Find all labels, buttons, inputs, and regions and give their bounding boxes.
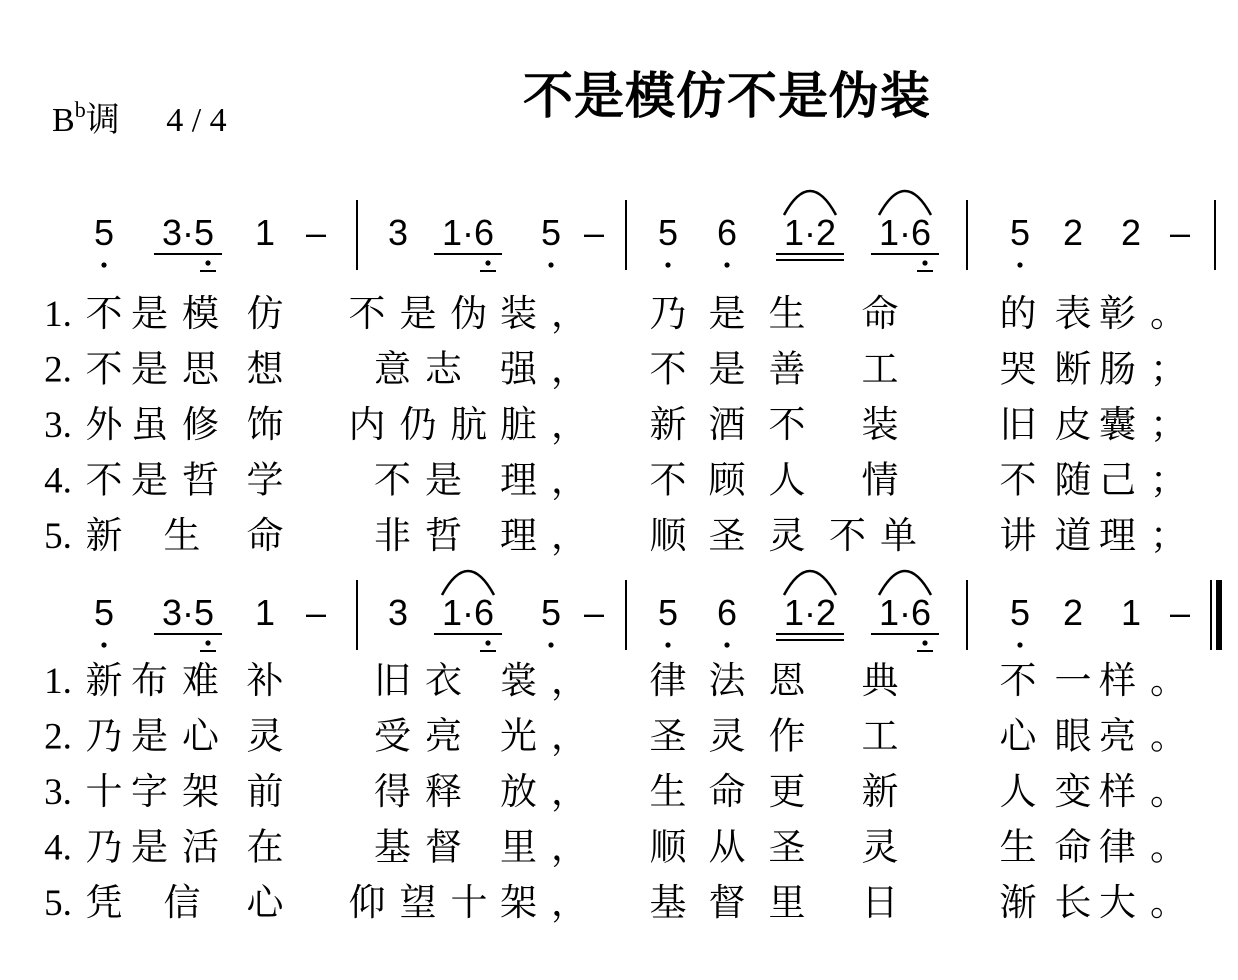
lyric-syllable: 新 <box>649 403 687 446</box>
lyric-syllable: 命 <box>246 514 284 557</box>
lyric-syllable: 不 <box>649 458 687 502</box>
lyric-syllable: 不 <box>999 659 1037 702</box>
note: 1·6 <box>441 212 495 253</box>
lyric-syllable: 一 <box>1054 659 1092 702</box>
note: 6 <box>716 592 738 633</box>
note-extension-dash: – <box>583 212 605 253</box>
lyric-syllable: 肠； <box>1099 347 1201 391</box>
octave-dot-below <box>922 640 927 645</box>
lyric-syllable: 新 <box>861 770 899 813</box>
lyric-syllable: 样。 <box>1099 770 1201 813</box>
lyric-syllable: 布难 <box>131 659 233 702</box>
note: 5 <box>657 212 679 253</box>
lyric-syllable: 圣 <box>649 714 687 758</box>
note: 1·6 <box>878 212 932 253</box>
lyric-syllable: 乃 <box>85 825 123 869</box>
lyric-syllable: 不 <box>85 347 123 391</box>
verse-number: 3. <box>44 405 72 446</box>
lyric-syllable: 外 <box>85 403 123 446</box>
lyric-syllable: 心 <box>999 714 1037 758</box>
note: 5 <box>657 592 679 633</box>
note-extension-dash: – <box>305 592 327 633</box>
lyric-syllable: 大。 <box>1099 881 1201 924</box>
lyric-syllable: 顾 <box>708 458 746 502</box>
lyric-syllable: 生 <box>999 825 1037 869</box>
lyric-syllable: 学 <box>246 458 284 502</box>
lyric-syllable: 彰。 <box>1099 292 1201 335</box>
lyric-syllable: 是活 <box>131 825 233 869</box>
octave-dot-below <box>1017 262 1022 267</box>
lyric-syllable: 补 <box>246 659 284 702</box>
lyric-syllable: 是哲 <box>131 458 233 502</box>
lyric-syllable: 字架 <box>131 770 233 813</box>
lyric-syllable: 日 <box>861 881 899 924</box>
lyric-syllable: 顺 <box>649 825 687 869</box>
octave-dot-below <box>665 642 670 647</box>
lyric-syllable: 典 <box>861 659 899 702</box>
lyric-syllable: 新 <box>85 514 123 557</box>
verse-number: 3. <box>44 772 72 813</box>
note: 5 <box>1009 212 1031 253</box>
verse-number: 1. <box>44 661 72 702</box>
lyric-syllable: 理， <box>500 514 602 557</box>
lyric-syllable: 变 <box>1054 770 1092 813</box>
lyric-syllable: 旧衣 <box>374 659 476 702</box>
lyric-syllable: 督 <box>708 881 746 924</box>
verse-number: 2. <box>44 349 72 391</box>
octave-dot-below <box>205 260 210 265</box>
verse-number: 5. <box>44 883 72 924</box>
lyric-syllable: 不 <box>768 403 806 446</box>
lyric-syllable: 饰 <box>246 403 284 446</box>
note: 5 <box>1009 592 1031 633</box>
lyric-syllable: 基 <box>649 881 687 924</box>
octave-dot-below <box>1017 642 1022 647</box>
note-extension-dash: – <box>1169 212 1191 253</box>
note: 2 <box>1120 212 1142 253</box>
octave-dot-below <box>724 642 729 647</box>
lyric-syllable: 圣 <box>708 514 746 557</box>
lyric-syllable: 工 <box>861 347 899 391</box>
time-signature: 4 / 4 <box>166 102 227 139</box>
lyric-syllable: 的 <box>999 292 1037 335</box>
lyric-syllable: 灵 <box>708 714 746 758</box>
lyric-syllable: 从 <box>708 825 746 869</box>
lyric-syllable: 灵 <box>861 825 899 869</box>
note: 1 <box>254 592 276 633</box>
octave-dot-below <box>101 262 106 267</box>
note: 6 <box>716 212 738 253</box>
octave-dot-below <box>922 260 927 265</box>
lyric-syllable: 灵 <box>768 514 806 557</box>
lyric-syllable: 装 <box>861 403 899 446</box>
note: 3 <box>387 212 409 253</box>
lyric-syllable: 想 <box>246 347 284 391</box>
lyric-syllable: 随 <box>1054 458 1092 502</box>
lyric-syllable: 生 <box>768 292 806 335</box>
octave-dot-below <box>205 640 210 645</box>
lyric-syllable: 道 <box>1054 514 1092 557</box>
lyric-syllable: 不 <box>85 458 123 502</box>
lyric-syllable: 不 <box>85 292 123 335</box>
lyric-syllable: 新 <box>85 659 123 702</box>
lyric-syllable: 不是 <box>374 458 476 502</box>
note-extension-dash: – <box>1169 592 1191 633</box>
lyric-syllable: 作 <box>768 714 806 758</box>
lyric-syllable: 心 <box>246 881 284 924</box>
note: 1·6 <box>878 592 932 633</box>
lyric-syllable: 酒 <box>708 403 746 446</box>
verse-number: 2. <box>44 716 72 758</box>
note: 5 <box>93 212 115 253</box>
note: 1·2 <box>783 592 837 633</box>
note: 1·6 <box>441 592 495 633</box>
lyric-syllable: 样。 <box>1099 659 1201 702</box>
lyric-syllable: 生 <box>649 770 687 813</box>
lyric-syllable: 善 <box>768 347 806 391</box>
lyric-syllable: 恩 <box>768 659 806 702</box>
lyric-syllable: 不 <box>999 458 1037 502</box>
lyric-syllable: 命 <box>1054 825 1092 869</box>
key-text: 调 <box>85 102 120 139</box>
verse-number: 4. <box>44 460 72 502</box>
lyric-syllable: 基督 <box>374 825 476 869</box>
lyric-syllable: 光， <box>500 714 602 758</box>
lyric-syllable: 囊； <box>1099 403 1201 446</box>
lyric-syllable: 仰望十 <box>348 881 502 924</box>
lyric-syllable: 皮 <box>1054 403 1092 446</box>
lyric-syllable: 法 <box>708 659 746 702</box>
lyric-syllable: 人 <box>999 770 1037 813</box>
note: 5 <box>93 592 115 633</box>
lyric-syllable: 不是伪 <box>348 292 502 335</box>
lyric-syllable: 裳， <box>500 659 602 702</box>
lyric-syllable: 是心 <box>131 714 233 758</box>
lyric-syllable: 旧 <box>999 403 1037 446</box>
lyric-syllable: 虽修 <box>131 403 233 446</box>
lyric-syllable: 乃 <box>85 714 123 758</box>
lyric-syllable: 工 <box>861 714 899 758</box>
lyric-syllable: 圣 <box>768 825 806 869</box>
note: 5 <box>540 592 562 633</box>
lyric-syllable: 信 <box>163 881 201 924</box>
key-letter: B <box>52 102 75 139</box>
lyric-syllable: 律 <box>649 659 687 702</box>
lyric-syllable: 情 <box>861 458 899 502</box>
octave-dot-below <box>485 260 490 265</box>
lyric-syllable: 更 <box>768 770 806 813</box>
lyric-syllable: 架， <box>500 881 602 924</box>
octave-dot-below <box>548 642 553 647</box>
note: 3·5 <box>161 592 215 633</box>
note-extension-dash: – <box>583 592 605 633</box>
note: 1·2 <box>783 212 837 253</box>
lyric-syllable: 表 <box>1054 292 1092 335</box>
note: 3 <box>387 592 409 633</box>
lyric-syllable: 前 <box>246 770 284 813</box>
octave-dot-below <box>101 642 106 647</box>
verse-number: 5. <box>44 516 72 557</box>
lyric-syllable: 长 <box>1054 881 1092 924</box>
lyric-syllable: 不 <box>649 347 687 391</box>
lyric-syllable: 灵 <box>246 714 284 758</box>
lyric-syllable: 内仍肮 <box>348 403 502 446</box>
lyric-syllable: 凭 <box>85 881 123 924</box>
octave-dot-below <box>724 262 729 267</box>
lyric-syllable: 亮。 <box>1099 714 1201 758</box>
lyric-syllable: 里， <box>500 825 602 869</box>
song-title: 不是模仿不是伪装 <box>523 67 931 125</box>
lyric-syllable: 是模 <box>131 292 233 335</box>
lyric-syllable: 生 <box>163 514 201 557</box>
lyric-syllable: 脏， <box>500 403 602 446</box>
lyric-syllable: 命 <box>708 770 746 813</box>
lyric-syllable: 是思 <box>131 347 233 391</box>
lyric-syllable: 受亮 <box>374 714 476 758</box>
lyric-syllable: 讲 <box>999 514 1037 557</box>
verse-number: 4. <box>44 827 72 869</box>
lyric-syllable: 意志 <box>374 347 476 391</box>
lyric-syllable: 不单 <box>829 514 931 557</box>
lyric-syllable: 眼 <box>1054 714 1092 758</box>
key-flat: b <box>74 97 86 122</box>
note: 1 <box>1120 592 1142 633</box>
octave-dot-below <box>485 640 490 645</box>
lyric-syllable: 律。 <box>1099 825 1201 869</box>
lyric-syllable: 在 <box>246 825 284 869</box>
note: 3·5 <box>161 212 215 253</box>
lyric-syllable: 得释 <box>374 770 476 813</box>
lyric-syllable: 断 <box>1054 347 1092 391</box>
lyric-syllable: 乃 <box>649 292 687 335</box>
lyric-syllable: 是 <box>708 347 746 391</box>
lyric-syllable: 是 <box>708 292 746 335</box>
lyric-syllable: 人 <box>768 458 806 502</box>
lyric-syllable: 放， <box>500 770 602 813</box>
lyric-syllable: 命 <box>861 292 899 335</box>
octave-dot-below <box>548 262 553 267</box>
note: 2 <box>1062 592 1084 633</box>
lyric-syllable: 理， <box>500 458 602 502</box>
lyric-syllable: 理； <box>1099 514 1201 557</box>
lyric-syllable: 哭 <box>999 347 1037 391</box>
lyric-syllable: 仿 <box>246 292 284 335</box>
lyric-syllable: 强， <box>500 347 602 391</box>
verse-number: 1. <box>44 294 72 335</box>
note: 2 <box>1062 212 1084 253</box>
octave-dot-below <box>665 262 670 267</box>
note: 1 <box>254 212 276 253</box>
lyric-syllable: 非哲 <box>374 514 476 557</box>
note: 5 <box>540 212 562 253</box>
lyric-syllable: 十 <box>85 770 123 813</box>
lyric-syllable: 里 <box>768 881 806 924</box>
lyric-syllable: 顺 <box>649 514 687 557</box>
lyric-syllable: 己； <box>1099 458 1201 502</box>
lyric-syllable: 渐 <box>999 881 1037 924</box>
lyric-syllable: 装， <box>500 292 602 335</box>
note-extension-dash: – <box>305 212 327 253</box>
